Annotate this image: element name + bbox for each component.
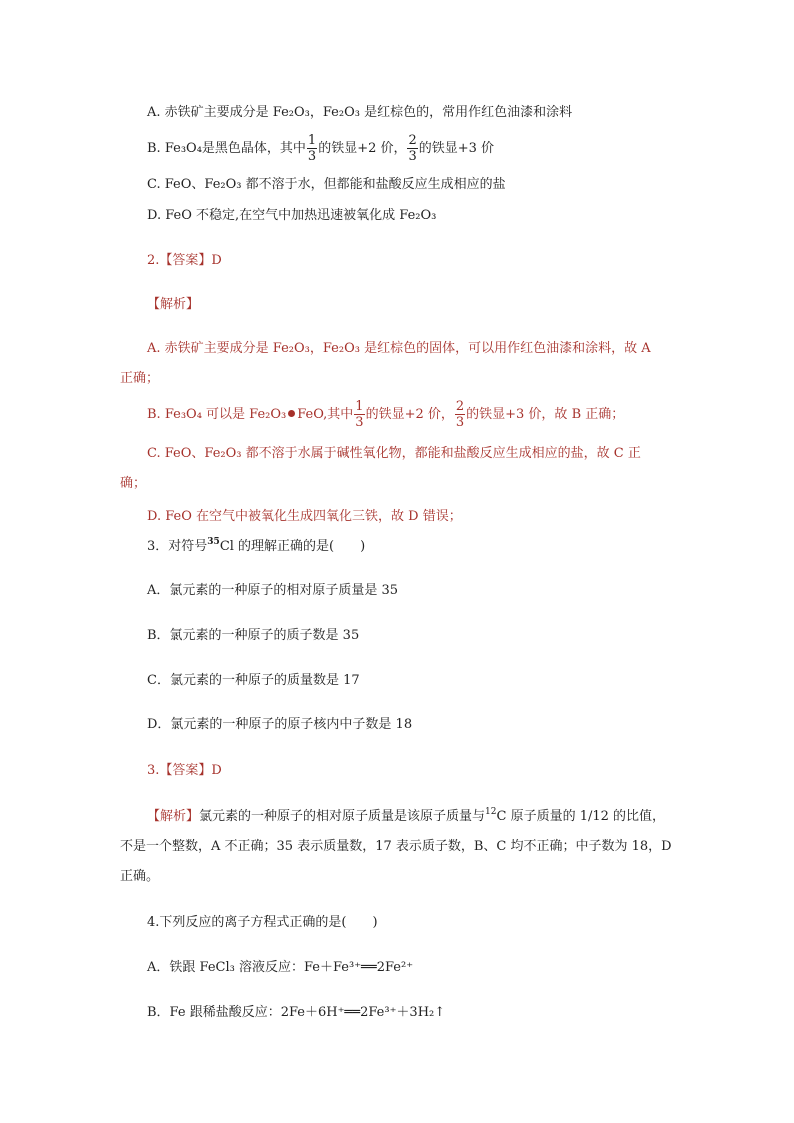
q2-analysis-d: D. FeO 在空气中被氧化生成四氧化三铁，故 D 错误； xyxy=(147,509,462,524)
q4-option-a: A．铁跟 FeCl₃ 溶液反应：Fe＋Fe³⁺══2Fe²⁺ xyxy=(147,960,414,975)
q2-option-b xyxy=(147,131,494,167)
q3-analysis-line1: 【解析】氯元素的一种原子的相对原子质量是该原子质量与$^{12}$C 原子质量的 1/12 的比值， xyxy=(147,807,666,824)
analysis-fraction-one-third: $\frac{1}{3}$ xyxy=(355,399,364,430)
q2-option-c: C. FeO、Fe₂O₃ 都不溶于水，但都能和盐酸反应生成相应的盐 xyxy=(147,177,506,192)
q2-analysis-a-line2: 正确； xyxy=(120,371,160,386)
q2-option-b-pre: B. Fe₃O₄是黑色晶体，其中 xyxy=(147,141,306,156)
analysis-fraction-two-thirds: $\frac{2}{3}$ xyxy=(455,399,465,430)
q2-analysis-b xyxy=(147,397,624,433)
q3-analysis-label: 【解析】 xyxy=(147,809,200,824)
q2-option-b-mid: 的铁显+2 价， xyxy=(318,141,407,156)
q3-stem: 3．对符号$^{35}$Cl 的理解正确的是( ) xyxy=(147,537,366,554)
q2-answer: 2.【答案】D xyxy=(147,253,222,268)
bullet-dot-icon xyxy=(288,410,295,417)
q2-option-a: A. 赤铁矿主要成分是 Fe₂O₃，Fe₂O₃ 是红棕色的，常用作红色油漆和涂料 xyxy=(147,105,573,120)
q2-option-d: D. FeO 不稳定,在空气中加热迅速被氧化成 Fe₂O₃ xyxy=(147,208,437,223)
fraction-one-third: $\frac{1}{3}$ xyxy=(307,133,317,164)
q2-analysis-b-post: 的铁显+3 价，故 B 正确； xyxy=(466,407,625,422)
q3-analysis-line2: 不是一个整数，A 不正确；35 表示质量数，17 表示质子数，B、C 均不正确；中子数为 18，D xyxy=(120,839,672,854)
q4-option-b: B．Fe 跟稀盐酸反应：2Fe＋6H⁺══2Fe³⁺＋3H₂↑ xyxy=(147,1005,446,1020)
q2-option-b-post: 的铁显+3 价 xyxy=(418,141,495,156)
q3-option-b: B．氯元素的一种原子的质子数是 35 xyxy=(147,628,360,643)
q2-analysis-b-mid1: FeO,其中 xyxy=(297,407,354,422)
q4-stem: 4.下列反应的离子方程式正确的是( ) xyxy=(147,915,378,930)
q3-option-d: D．氯元素的一种原子的原子核内中子数是 18 xyxy=(147,717,413,732)
q3-option-a: A．氯元素的一种原子的相对原子质量是 35 xyxy=(147,583,399,598)
q3-mass-number: 35 xyxy=(207,537,220,547)
q3-option-c: C．氯元素的一种原子的质量数是 17 xyxy=(147,673,360,688)
q3-analysis-line3: 正确。 xyxy=(120,869,160,884)
q2-analysis-label: 【解析】 xyxy=(147,297,200,312)
q2-analysis-a-line1: A. 赤铁矿主要成分是 Fe₂O₃，Fe₂O₃ 是红棕色的固体，可以用作红色油漆和涂料，故 A xyxy=(147,341,651,356)
q2-analysis-b-mid2: 的铁显+2 价， xyxy=(365,407,454,422)
q2-analysis-c-line1: C. FeO、Fe₂O₃ 都不溶于水属于碱性氧化物，都能和盐酸反应生成相应的盐，故 C 正 xyxy=(147,446,641,461)
q2-analysis-c-line2: 确； xyxy=(120,476,147,491)
q3-answer: 3.【答案】D xyxy=(147,763,222,778)
fraction-two-thirds: $\frac{2}{3}$ xyxy=(408,133,417,164)
q2-analysis-b-pre: B. Fe₃O₄ 可以是 Fe₂O₃ xyxy=(147,407,287,422)
